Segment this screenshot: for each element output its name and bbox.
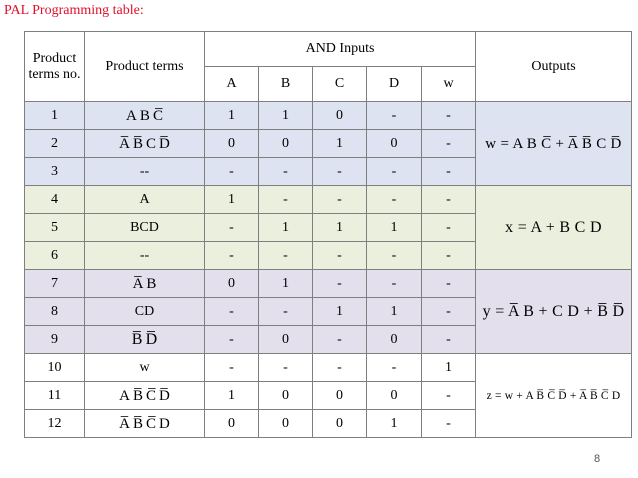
- table-row: [25, 270, 632, 298]
- input-c-value: 0: [313, 102, 367, 130]
- input-w-value: 1: [422, 354, 476, 382]
- header-input-a: A: [205, 67, 259, 102]
- table-row: [25, 102, 632, 130]
- product-term: A̅ B̅ C̅ D: [85, 410, 205, 438]
- input-c-value: -: [313, 354, 367, 382]
- header-outputs: Outputs: [476, 32, 632, 102]
- input-c-value: 1: [313, 214, 367, 242]
- input-b-value: -: [259, 158, 313, 186]
- row-number: 1: [25, 102, 85, 130]
- header-input-w: w: [422, 67, 476, 102]
- input-c-value: -: [313, 186, 367, 214]
- input-d-value: 0: [367, 382, 422, 410]
- input-b-value: -: [259, 298, 313, 326]
- input-b-value: 0: [259, 130, 313, 158]
- header-product-terms: Product terms: [85, 32, 205, 102]
- input-d-value: -: [367, 242, 422, 270]
- input-c-value: -: [313, 158, 367, 186]
- page-number: 8: [594, 453, 601, 465]
- table-row: [25, 186, 632, 214]
- row-number: 2: [25, 130, 85, 158]
- output-y-equation: y = A̅ B + C D + B̅ D̅: [476, 270, 632, 354]
- product-term: w: [85, 354, 205, 382]
- input-w-value: -: [422, 270, 476, 298]
- input-w-value: -: [422, 410, 476, 438]
- header-input-c: C: [313, 67, 367, 102]
- row-number: 3: [25, 158, 85, 186]
- product-term: CD: [85, 298, 205, 326]
- input-a-value: -: [205, 158, 259, 186]
- input-d-value: 1: [367, 214, 422, 242]
- input-a-value: 1: [205, 382, 259, 410]
- input-d-value: -: [367, 270, 422, 298]
- input-w-value: -: [422, 326, 476, 354]
- input-d-value: -: [367, 186, 422, 214]
- input-a-value: -: [205, 214, 259, 242]
- row-number: 5: [25, 214, 85, 242]
- input-d-value: 1: [367, 298, 422, 326]
- table-row: [25, 354, 632, 382]
- input-b-value: -: [259, 354, 313, 382]
- input-w-value: -: [422, 242, 476, 270]
- input-a-value: -: [205, 298, 259, 326]
- slide-title: PAL Programming table:: [4, 3, 144, 18]
- row-number: 9: [25, 326, 85, 354]
- row-number: 10: [25, 354, 85, 382]
- input-b-value: 1: [259, 270, 313, 298]
- input-d-value: 0: [367, 130, 422, 158]
- product-term: A̅ B̅ C D̅: [85, 130, 205, 158]
- input-d-value: -: [367, 354, 422, 382]
- input-a-value: 0: [205, 270, 259, 298]
- input-c-value: -: [313, 326, 367, 354]
- product-term: BCD: [85, 214, 205, 242]
- input-c-value: 0: [313, 410, 367, 438]
- output-w-equation: w = A B C̅ + A̅ B̅ C D̅: [476, 102, 632, 186]
- input-a-value: -: [205, 354, 259, 382]
- input-d-value: 1: [367, 410, 422, 438]
- product-term: A B C̅: [85, 102, 205, 130]
- input-d-value: 0: [367, 326, 422, 354]
- input-w-value: -: [422, 214, 476, 242]
- input-a-value: -: [205, 326, 259, 354]
- input-d-value: -: [367, 158, 422, 186]
- input-b-value: 0: [259, 410, 313, 438]
- input-c-value: 1: [313, 130, 367, 158]
- pal-programming-table: [24, 31, 632, 438]
- row-number: 12: [25, 410, 85, 438]
- row-number: 7: [25, 270, 85, 298]
- row-number: 11: [25, 382, 85, 410]
- input-b-value: 0: [259, 382, 313, 410]
- product-term: B̅ D̅: [85, 326, 205, 354]
- product-term: A: [85, 186, 205, 214]
- row-number: 6: [25, 242, 85, 270]
- header-input-b: B: [259, 67, 313, 102]
- header-product-terms-no: Product terms no.: [25, 32, 85, 102]
- input-d-value: -: [367, 102, 422, 130]
- input-b-value: 1: [259, 102, 313, 130]
- output-x-equation: x = A + B C D: [476, 186, 632, 270]
- input-w-value: -: [422, 186, 476, 214]
- input-c-value: -: [313, 270, 367, 298]
- product-term: --: [85, 158, 205, 186]
- input-b-value: -: [259, 242, 313, 270]
- input-b-value: -: [259, 186, 313, 214]
- row-number: 8: [25, 298, 85, 326]
- input-w-value: -: [422, 382, 476, 410]
- input-a-value: 0: [205, 130, 259, 158]
- input-a-value: 1: [205, 186, 259, 214]
- input-w-value: -: [422, 130, 476, 158]
- product-term: A B̅ C̅ D̅: [85, 382, 205, 410]
- row-number: 4: [25, 186, 85, 214]
- input-a-value: 0: [205, 410, 259, 438]
- input-b-value: 0: [259, 326, 313, 354]
- input-b-value: 1: [259, 214, 313, 242]
- output-z-equation: z = w + A B̅ C̅ D̅ + A̅ B̅ C̅ D: [476, 354, 632, 438]
- input-c-value: 0: [313, 382, 367, 410]
- header-input-d: D: [367, 67, 422, 102]
- input-c-value: 1: [313, 298, 367, 326]
- product-term: A̅ B: [85, 270, 205, 298]
- product-term: --: [85, 242, 205, 270]
- input-a-value: 1: [205, 102, 259, 130]
- input-w-value: -: [422, 158, 476, 186]
- input-a-value: -: [205, 242, 259, 270]
- input-w-value: -: [422, 102, 476, 130]
- input-w-value: -: [422, 298, 476, 326]
- header-and-inputs: AND Inputs: [205, 32, 476, 67]
- input-c-value: -: [313, 242, 367, 270]
